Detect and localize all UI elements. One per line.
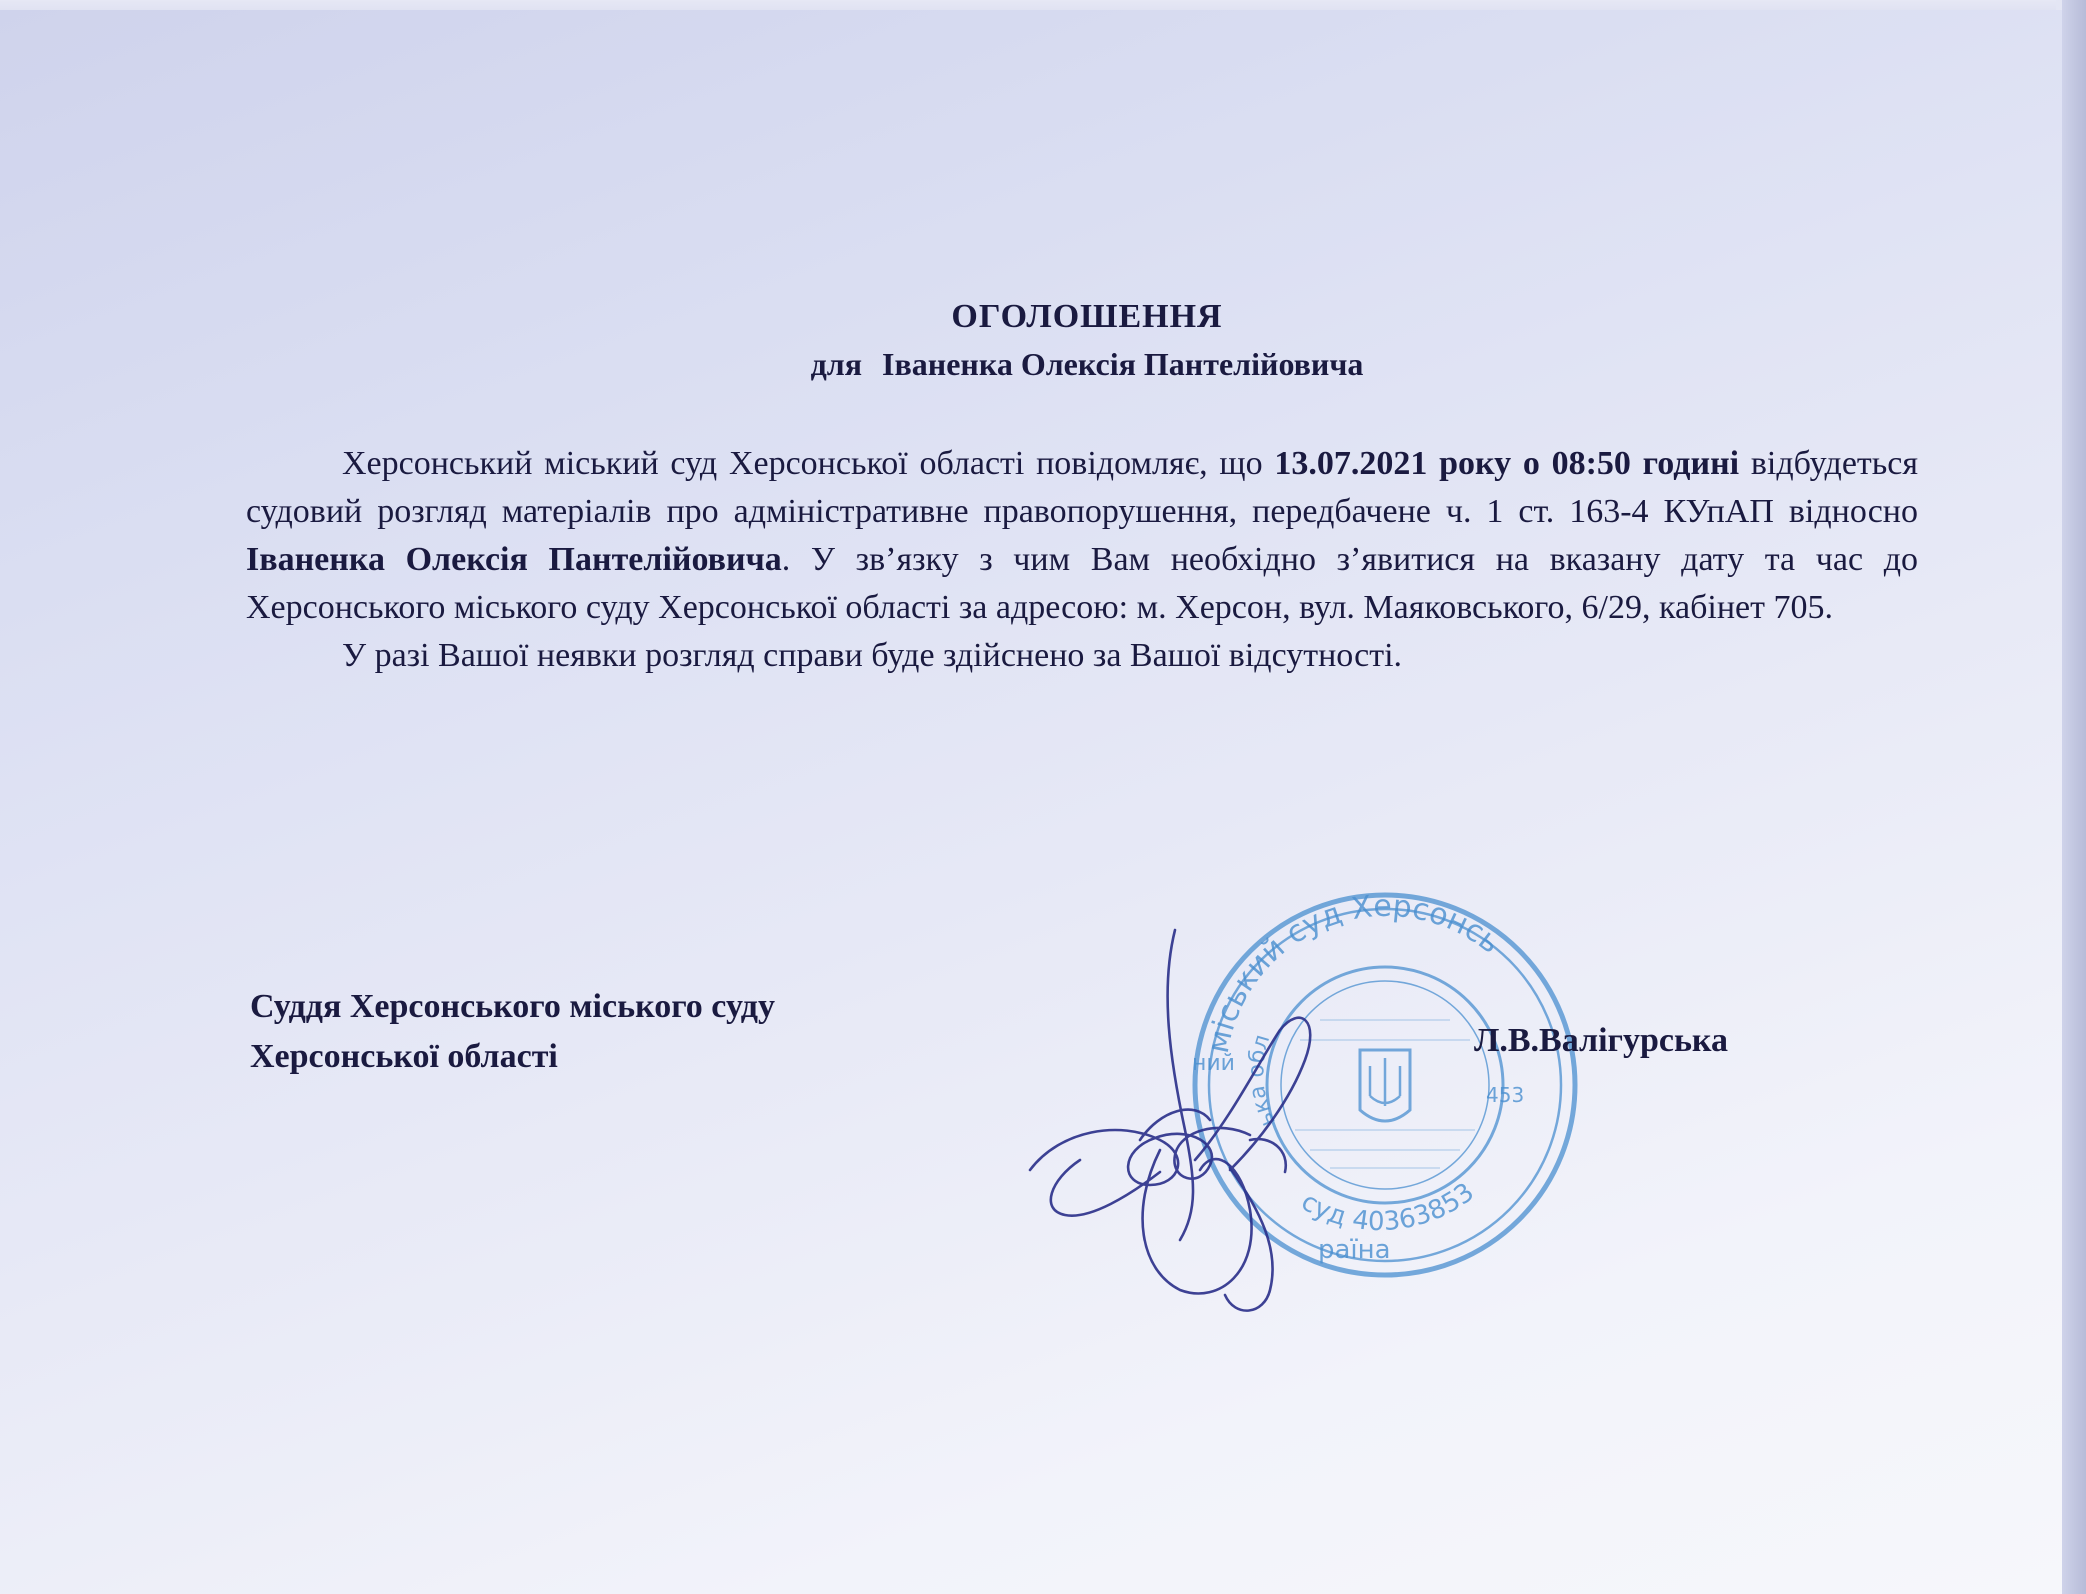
stamp-bottom-text-2: раїна — [1318, 1235, 1391, 1265]
document-title: ОГОЛОШЕННЯ — [951, 298, 1223, 335]
stamp-outer-text: міський суд Херсонсь — [1200, 888, 1508, 1057]
handwritten-signature-icon — [1020, 910, 1380, 1330]
judge-title — [250, 982, 1050, 1082]
subtitle-name: Іваненка Олексія Пантелійовича — [882, 346, 1364, 382]
notice-body — [246, 440, 1918, 680]
stamp-code-text: 453 — [1486, 1083, 1525, 1107]
paragraph-text: відбудеться судовий розгляд матеріалів про адміністративне правопорушення, передбачене ч. 1 ст. 163-4 КУпАП відносно — [246, 445, 1918, 530]
judge-title-line-1: Суддя Херсонського міського суду — [250, 988, 776, 1025]
addressee-name: Іваненка Олексія Пантелійовича — [246, 541, 782, 578]
signer-name: Л.В.Валігурська — [1474, 1022, 1729, 1059]
hearing-datetime: 13.07.2021 року о 08:50 годині — [1274, 445, 1740, 482]
subtitle-prefix: для — [810, 346, 863, 382]
judge-title-line-2: Херсонської області — [250, 1038, 558, 1075]
paragraph-text: Херсонський міський суд Херсонської області повідомляє, що — [342, 445, 1275, 482]
notice-paragraph-1 — [246, 440, 1918, 632]
paragraph-text: . У зв’язку з чим Вам необхідно з’явитися на вказану дату та час до Херсонського міського суду Херсонської області за адресою: м. Херсон, вул. Маяковського, 6/29, кабінет 705. — [246, 541, 1918, 626]
document-subtitle — [0, 346, 2086, 383]
paper-edge — [2062, 0, 2086, 1594]
notice-paragraph-2: У разі Вашої неявки розгляд справи буде здійснено за Вашої відсутності. — [342, 637, 1403, 674]
stamp-bottom-text: суд 40363853 — [1296, 1177, 1480, 1238]
stamp-inner-text: ька обл — [1244, 1031, 1281, 1131]
document-content — [0, 10, 2062, 1594]
stamp-left-text: ний — [1192, 1051, 1235, 1076]
document-page — [0, 10, 2062, 1594]
